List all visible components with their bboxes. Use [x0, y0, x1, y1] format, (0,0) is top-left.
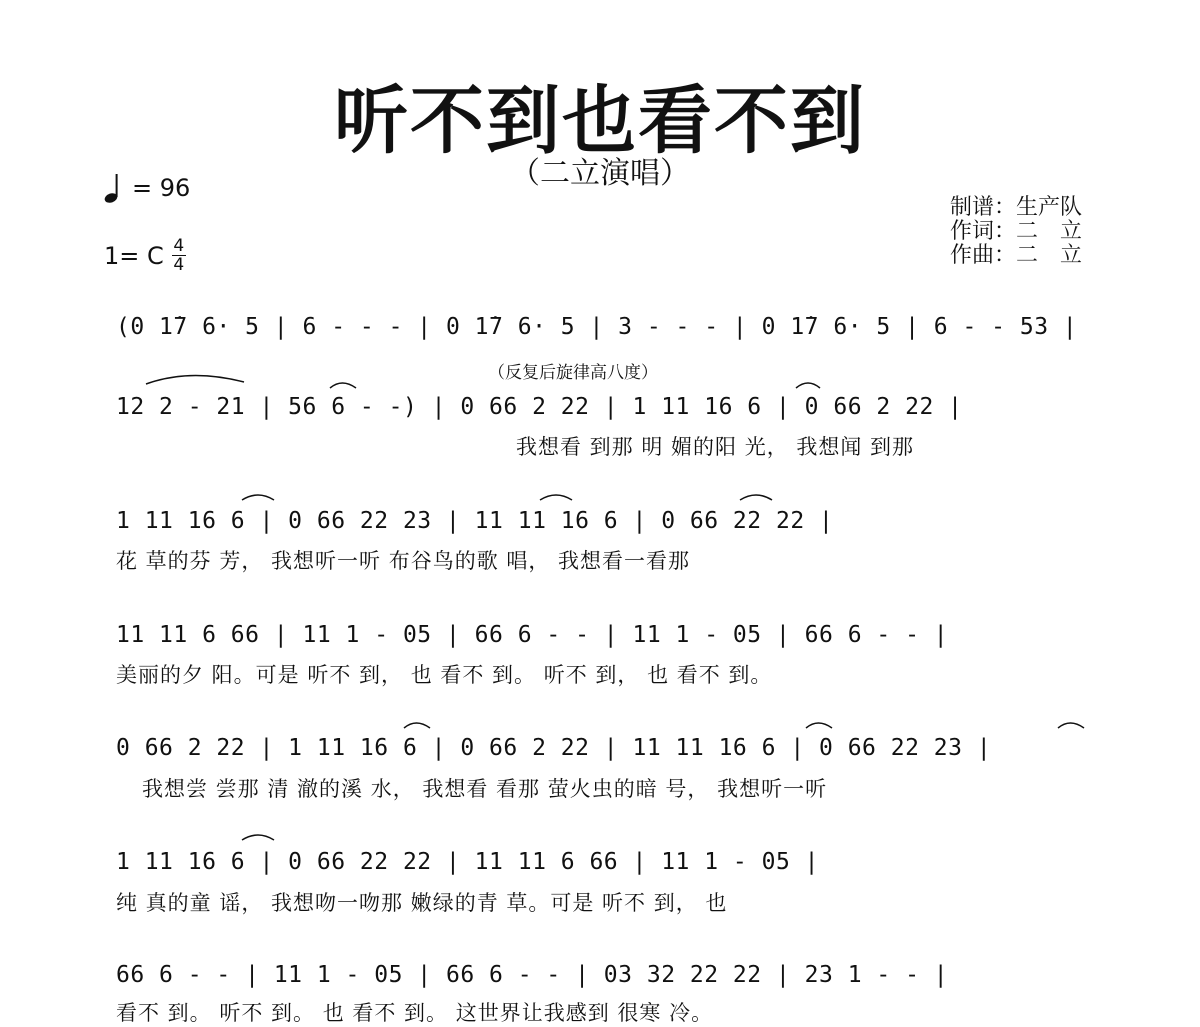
credit-arranger: 制谱：生产队: [950, 195, 1083, 220]
key-label: 1= C: [104, 241, 164, 270]
score-row-6-notes: 1 11 16 6 | 0 66 22 22 | 11 11 6 66 | 11 1 - 05 |: [116, 849, 820, 875]
time-signature-denominator: 4: [173, 255, 185, 275]
score-row-6-lyrics: 纯 真的童 谣， 我想吻一吻那 嫩绿的青 草。可是 听不 到， 也: [116, 891, 728, 915]
credits-block: [950, 196, 1082, 268]
score-row-2-lyrics: 我想看 到那 明 媚的阳 光， 我想闻 到那: [516, 435, 915, 459]
quarter-note-icon: [104, 172, 122, 204]
score-row-4-lyrics: 美丽的夕 阳。可是 听不 到， 也 看不 到。 听不 到， 也 看不 到。: [116, 663, 773, 687]
score-row-1-notes: (0 1̇7 6· 5 | 6 - - - | 0 1̇7 6· 5 | 3 - - - | 0 1̇7 6· 5 | 6 - - 53 |: [116, 314, 1078, 340]
credit-composer: 作曲：二 立: [950, 243, 1083, 268]
tempo-marking: [104, 172, 190, 204]
song-title: 听不到也看不到: [334, 78, 866, 164]
score-row-5-lyrics: 我想尝 尝那 清 澈的溪 水， 我想看 看那 萤火虫的暗 号， 我想听一听: [142, 777, 828, 801]
score-row-3-lyrics: 花 草的芬 芳， 我想听一听 布谷鸟的歌 唱， 我想看一看那: [116, 549, 691, 573]
score-row-3-notes: 1 11 16 6 | 0 66 22 23 | 11 11 16 6 | 0 66 22 22 |: [116, 508, 834, 534]
score-row-2-notes: 12 2 - 21 | 56 6 - -) | 0 66 2 22 | 1 11 16 6 | 0 66 2 22 |: [116, 394, 963, 420]
score-row-7-lyrics: 看不 到。 听不 到。 也 看不 到。 这世界让我感到 很寒 冷。: [116, 1001, 714, 1025]
time-signature: [172, 238, 186, 273]
time-signature-numerator: 4: [173, 236, 185, 256]
performer-subtitle: （二立演唱）: [510, 156, 690, 191]
key-signature: [104, 238, 186, 273]
repeat-annotation: （反复后旋律高八度）: [488, 363, 658, 383]
score-row-7-notes: 66 6 - - | 11 1 - 05 | 66 6 - - | 03 32 22 22 | 23 1 - - |: [116, 962, 949, 988]
score-row-4-notes: 11 11 6 66 | 11 1 - 05 | 66 6 - - | 11 1 - 05 | 66 6 - - |: [116, 622, 949, 648]
score-row-5-notes: 0 66 2 22 | 1 11 16 6 | 0 66 2 22 | 11 11 16 6 | 0 66 22 23 |: [116, 735, 992, 761]
credit-lyricist: 作词：二 立: [950, 219, 1083, 244]
tempo-value: = 96: [132, 174, 191, 202]
